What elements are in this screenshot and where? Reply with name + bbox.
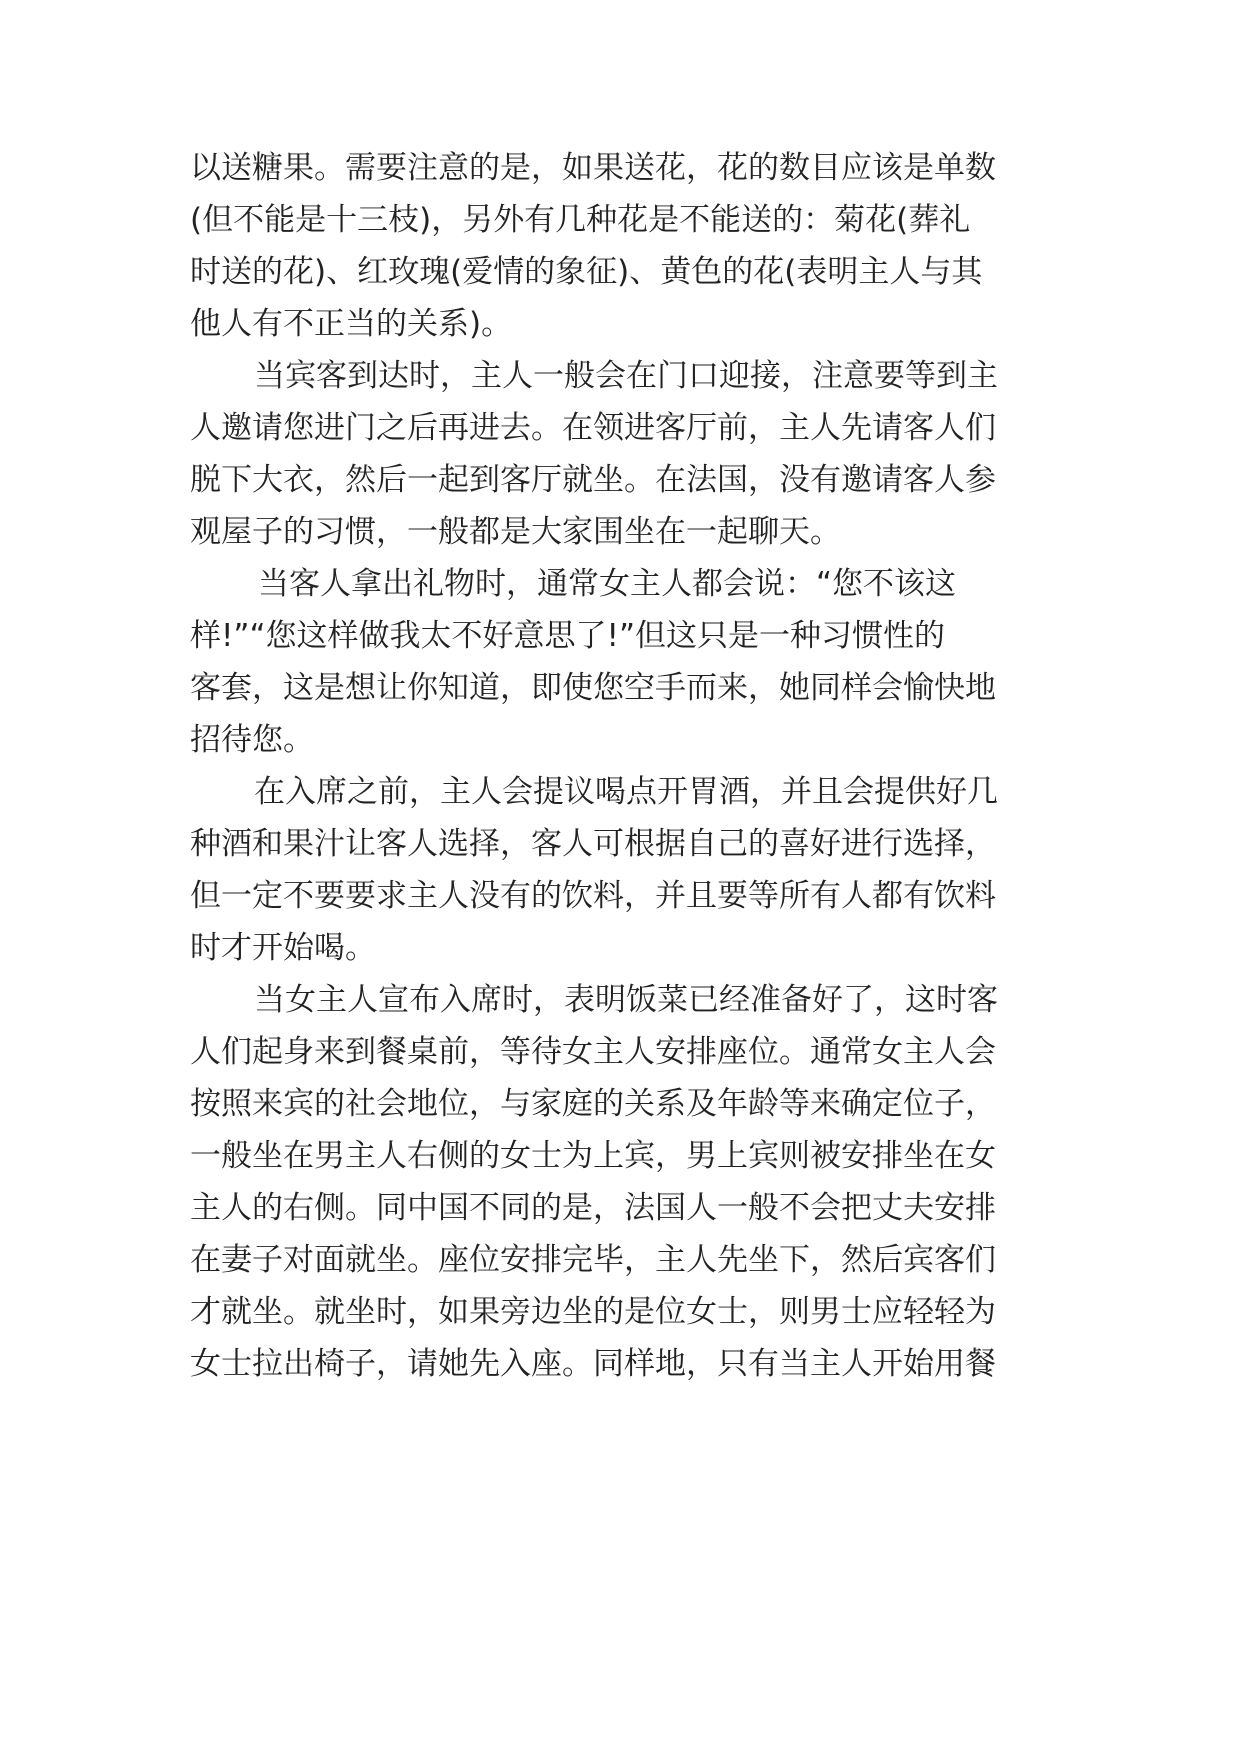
text-line: 种酒和果汁让客人选择，客人可根据自己的喜好进行选择， bbox=[190, 826, 996, 862]
text-line: 以送糖果。需要注意的是，如果送花，花的数目应该是单数 bbox=[190, 150, 996, 186]
text-line: 招待您。 bbox=[190, 722, 314, 758]
text-line: (但不能是十三枝)，另外有几种花是不能送的：菊花(葬礼 bbox=[190, 202, 971, 238]
text-line: 时才开始喝。 bbox=[190, 930, 376, 966]
text-line: 客套，这是想让你知道，即使您空手而来，她同样会愉快地 bbox=[190, 670, 996, 706]
text-line: 按照来宾的社会地位，与家庭的关系及年龄等来确定位子， bbox=[190, 1086, 996, 1122]
text-line: 才就坐。就坐时，如果旁边坐的是位女士，则男士应轻轻为 bbox=[190, 1294, 996, 1330]
text-line: 观屋子的习惯，一般都是大家围坐在一起聊天。 bbox=[190, 514, 841, 550]
text-line: 当宾客到达时，主人一般会在门口迎接，注意要等到主 bbox=[254, 358, 998, 394]
text-line: 脱下大衣，然后一起到客厅就坐。在法国，没有邀请客人参 bbox=[190, 462, 996, 498]
text-line: 当女主人宣布入席时，表明饭菜已经准备好了，这时客 bbox=[254, 982, 998, 1018]
text-line: 当客人拿出礼物时，通常女主人都会说：“您不该这 bbox=[258, 566, 957, 602]
text-line: 样!”“您这样做我太不好意思了!”但这只是一种习惯性的 bbox=[190, 618, 946, 654]
text-line: 但一定不要要求主人没有的饮料，并且要等所有人都有饮料 bbox=[190, 878, 996, 914]
text-line: 女士拉出椅子，请她先入座。同样地，只有当主人开始用餐 bbox=[190, 1346, 996, 1382]
text-line: 在妻子对面就坐。座位安排完毕，主人先坐下，然后宾客们 bbox=[190, 1242, 996, 1278]
text-line: 在入席之前，主人会提议喝点开胃酒，并且会提供好几 bbox=[254, 774, 998, 810]
text-line: 主人的右侧。同中国不同的是，法国人一般不会把丈夫安排 bbox=[190, 1190, 996, 1226]
text-line: 时送的花)、红玫瑰(爱情的象征)、黄色的花(表明主人与其 bbox=[190, 254, 983, 290]
text-line: 一般坐在男主人右侧的女士为上宾，男上宾则被安排坐在女 bbox=[190, 1138, 996, 1174]
text-line: 他人有不正当的关系)。 bbox=[190, 306, 513, 342]
text-line: 人们起身来到餐桌前，等待女主人安排座位。通常女主人会 bbox=[190, 1034, 996, 1070]
text-line: 人邀请您进门之后再进去。在领进客厅前，主人先请客人们 bbox=[190, 410, 996, 446]
